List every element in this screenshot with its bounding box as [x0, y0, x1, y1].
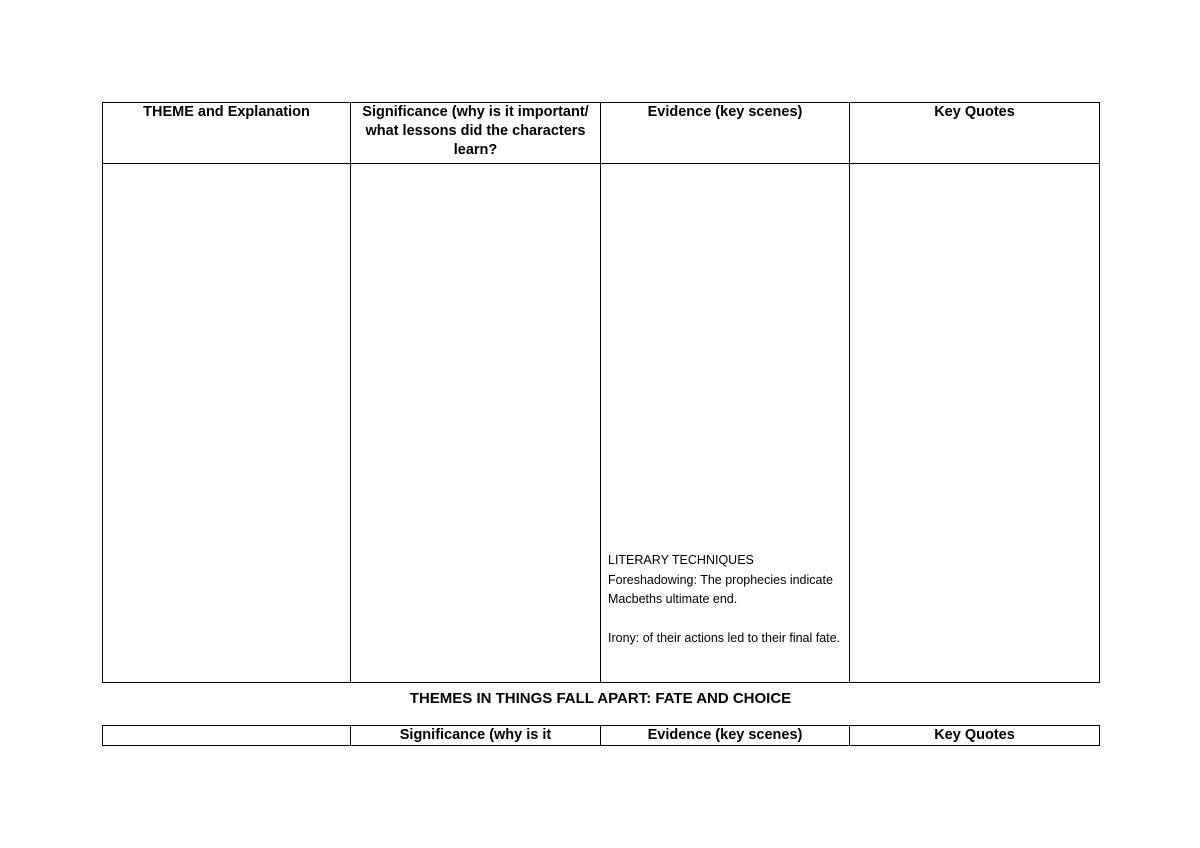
- theme-table-2: [102, 725, 1100, 746]
- header-significance: Significance (why is it important/ what lessons did the characters learn?: [351, 103, 601, 164]
- key-quotes-cell[interactable]: [850, 164, 1100, 683]
- significance-cell[interactable]: [351, 164, 601, 683]
- foreshadowing-note: Foreshadowing: The prophecies indicate Macbeths ultimate end.: [608, 572, 833, 606]
- theme-cell[interactable]: [103, 164, 351, 683]
- header-evidence: Evidence (key scenes): [601, 103, 850, 164]
- header-row: [103, 103, 1100, 164]
- techniques-heading: LITERARY TECHNIQUES: [608, 553, 754, 567]
- header-key-quotes: Key Quotes: [850, 103, 1100, 164]
- body-row: [103, 164, 1100, 683]
- evidence-cell[interactable]: [601, 164, 850, 683]
- header-evidence: Evidence (key scenes): [601, 726, 850, 746]
- literary-techniques-notes: [608, 551, 842, 649]
- header-significance: Significance (why is it: [351, 726, 601, 746]
- theme-table-1: [102, 102, 1100, 683]
- header-key-quotes: Key Quotes: [850, 726, 1100, 746]
- paragraph-spacer: [608, 610, 842, 630]
- section-title: THEMES IN THINGS FALL APART: FATE AND CHOICE: [409, 690, 792, 707]
- header-theme: THEME and Explanation: [103, 103, 351, 164]
- header-row: [103, 726, 1100, 746]
- irony-note: Irony: of their actions led to their final fate.: [608, 631, 841, 645]
- header-theme: [103, 726, 351, 746]
